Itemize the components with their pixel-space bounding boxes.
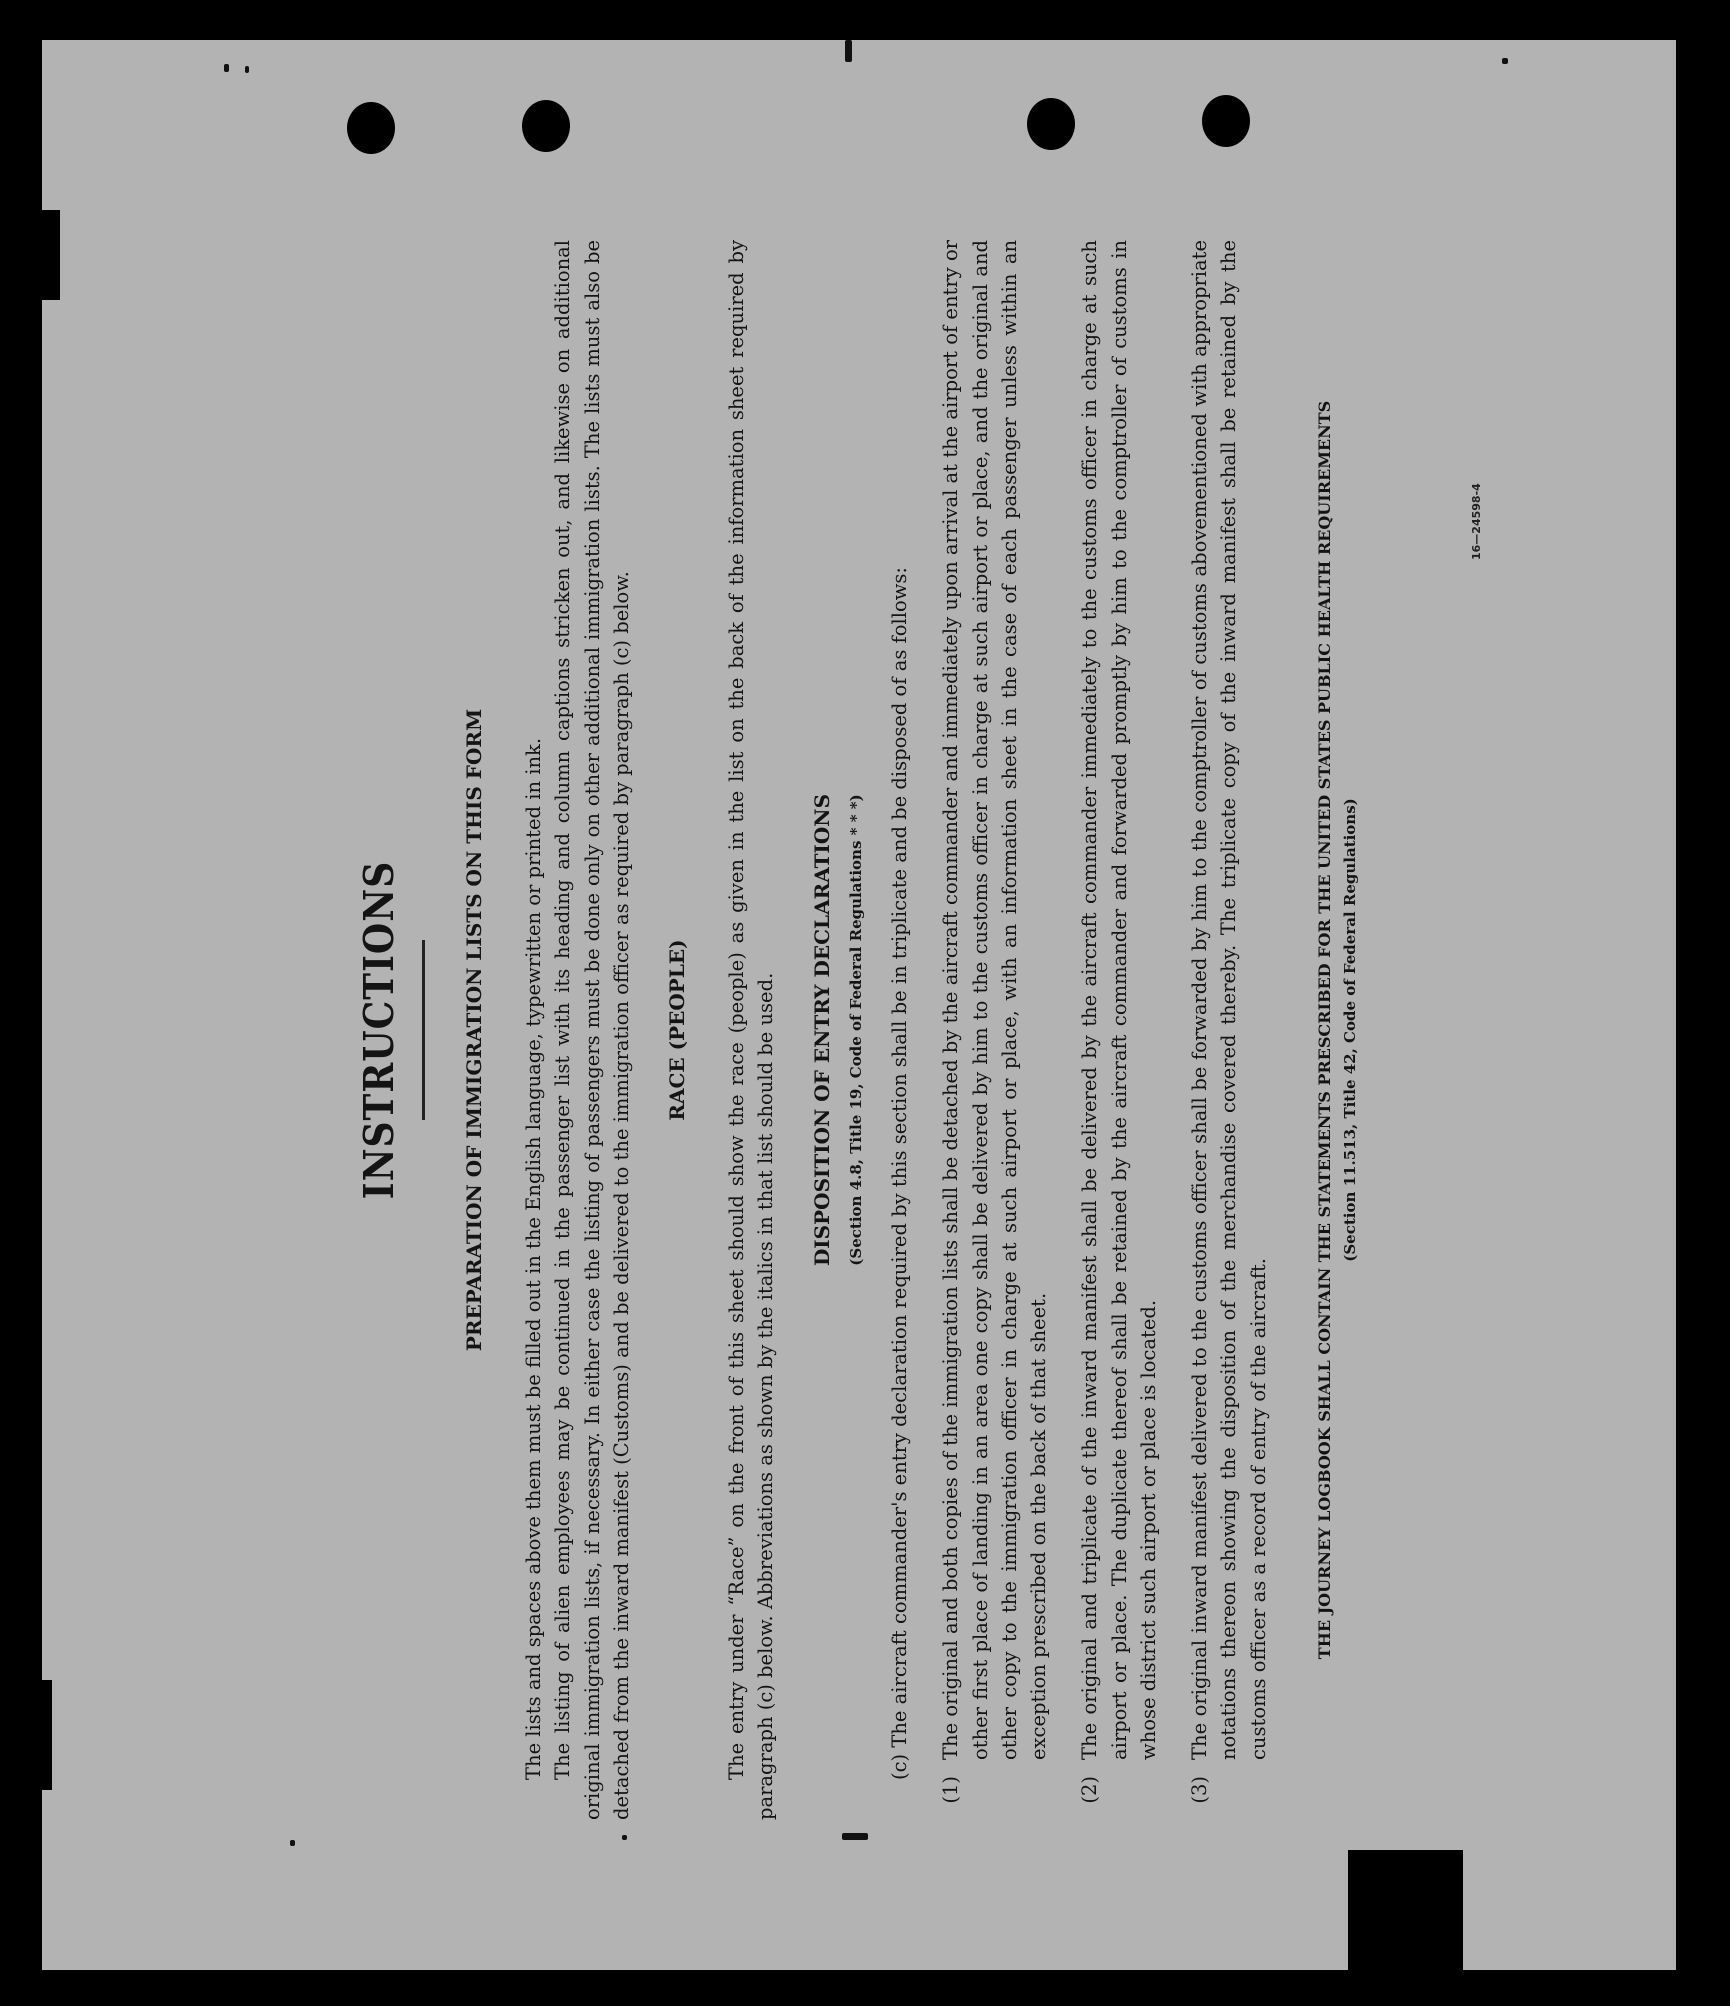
footer-note: THE JOURNEY LOGBOOK SHALL CONTAIN THE STATEMENTS PRESCRIBED FOR THE UNITED STATES PUBLIC HEALTH REQUIREMENTS — [1314, 400, 1334, 1660]
corner-tab — [1348, 1850, 1463, 1970]
list-item — [936, 240, 1053, 1820]
section-subheading: (Section 4.8, Title 19, Code of Federal Regulations * * *) — [846, 794, 865, 1266]
item-number: (3) — [1188, 1776, 1211, 1804]
page-title: INSTRUCTIONS — [354, 860, 404, 1200]
edge-tear — [42, 210, 60, 300]
list-item — [1075, 240, 1163, 1820]
form-number: 16—24598-4 — [1470, 483, 1483, 560]
document-page — [42, 40, 1676, 1970]
section-heading-preparation: PREPARATION OF IMMIGRATION LISTS ON THIS FORM — [462, 708, 486, 1352]
item-text: The original and both copies of the immigration lists shall be detached by the aircraft commander and immediately upon arrival at the airport of entry or other first place of landing in an area one copy shall be delivered by him to the customs officer in charge at such airport or place, and the original and other copy to the immigration officer in charge at such airport or place, with an information sheet in the case of each passenger unless within an exception prescribed on the back of that sheet. — [939, 240, 1050, 1760]
speck — [245, 66, 249, 73]
title-rule — [422, 940, 425, 1120]
list-item — [1185, 240, 1273, 1820]
punch-hole — [1202, 95, 1250, 147]
speck — [845, 40, 852, 62]
speck — [224, 64, 229, 72]
paragraph: The entry under “Race” on the front of this sheet should show the race (people) as given in the list on the back of the information sheet required by paragraph (c) below. Abbreviations as shown by the italics in that list should be used. — [725, 240, 778, 1820]
speck — [842, 1833, 868, 1840]
speck — [622, 1835, 627, 1840]
paragraph: (c) The aircraft commander's entry declaration required by this section shall be in triplicate and be disposed of as follows: — [888, 567, 911, 1780]
speck — [290, 1840, 295, 1846]
instructions-content — [352, 240, 1472, 1820]
footer-subnote: (Section 11.513, Title 42, Code of Federal Regulations) — [1340, 798, 1359, 1262]
paragraph: The lists and spaces above them must be filled out in the English language, typewritten or printed in ink. — [522, 737, 545, 1780]
item-text: The original and triplicate of the inward manifest shall be delivered by the aircraft commander immediately to the customs officer in charge at such airport or place. The duplicate thereof shall be retained by the aircraft commander and forwarded promptly by him to the comptroller of customs in whose district such airport or place is located. — [1078, 240, 1160, 1760]
punch-hole — [347, 102, 395, 154]
item-text: The original inward manifest delivered to the customs officer shall be forwarded by him to the comptroller of customs abovementioned with appropriate notations thereon showing the disposition of the merchandise covered thereby. The triplicate copy of the inward manifest shall be retained by the customs officer as a record of entry of the aircraft. — [1188, 240, 1270, 1760]
item-number: (1) — [939, 1776, 963, 1804]
section-heading-disposition: DISPOSITION OF ENTRY DECLARATIONS — [809, 793, 834, 1267]
item-number: (2) — [1078, 1776, 1102, 1804]
speck — [1502, 58, 1508, 64]
edge-tear — [42, 1680, 52, 1790]
punch-hole — [1027, 98, 1075, 150]
section-heading-race: RACE (PEOPLE) — [665, 939, 689, 1121]
paragraph: The listing of alien employees may be continued in the passenger list with its heading and column captions stricken out, and likewise on additional original immigration lists, if necessary. In either case the listing of passengers must be done only on other additional immigration lists. The lists must also be detached from the inward manifest (Customs) and be delivered to the immigration officer as required by paragraph (c) below. — [551, 240, 633, 1820]
punch-hole — [522, 100, 570, 152]
